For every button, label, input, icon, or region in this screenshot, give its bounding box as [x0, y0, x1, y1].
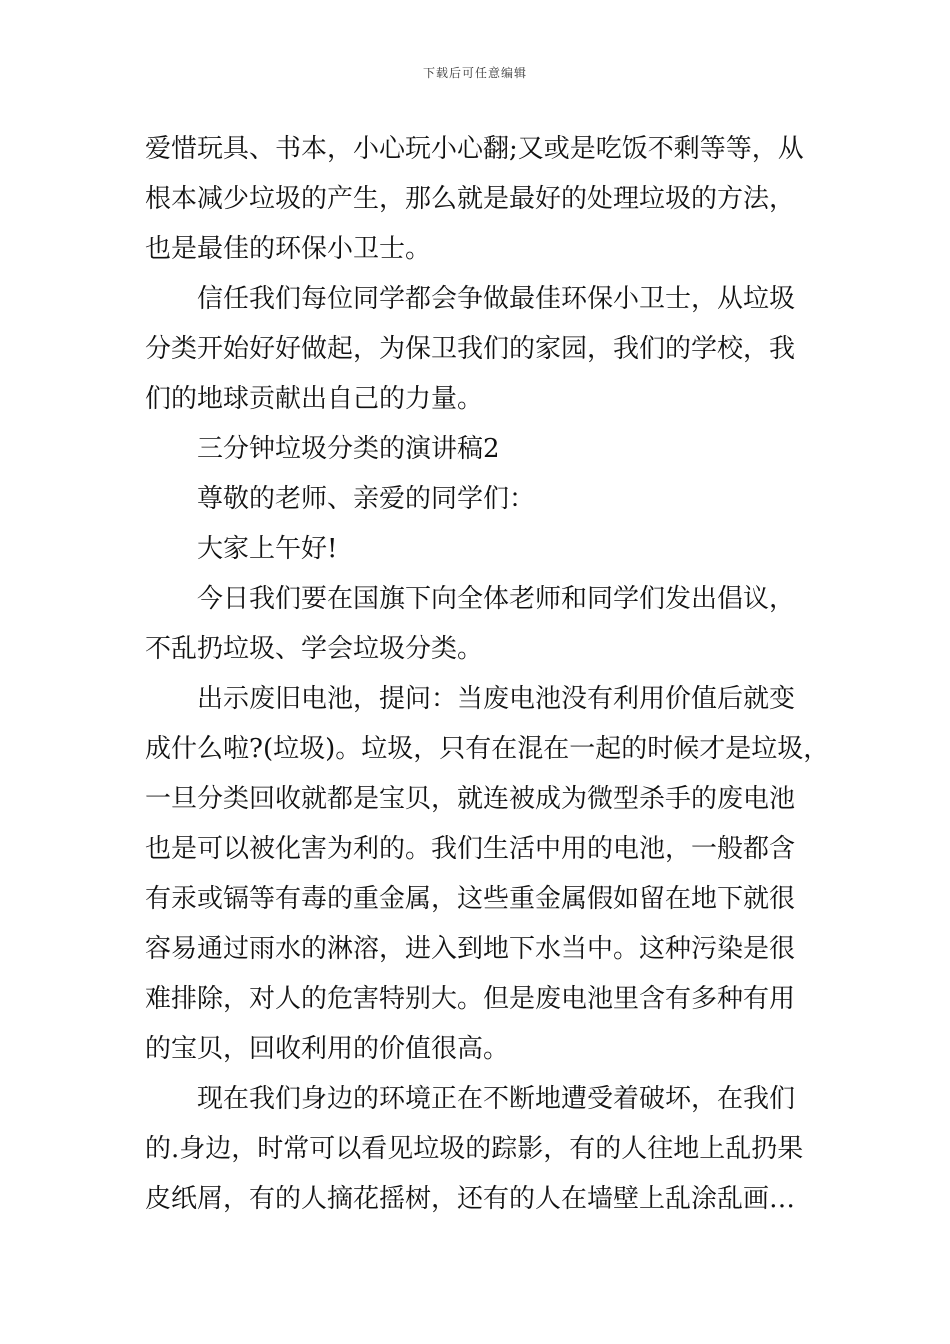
text-line: 的.身边，时常可以看见垃圾的踪影，有的人往地上乱扔果: [145, 1134, 804, 1164]
text-line: 现在我们身边的环境正在不断地遭受着破坏，在我们: [197, 1084, 796, 1114]
text-line: 信任我们每位同学都会争做最佳环保小卫士，从垃圾: [197, 284, 796, 314]
text-line: 容易通过雨水的淋溶，进入到地下水当中。这种污染是很: [145, 934, 796, 964]
document-body: [145, 124, 830, 1224]
text-line: 爱惜玩具、书本，小心玩小心翻;又或是吃饭不剩等等，从: [145, 134, 804, 164]
text-line: 的宝贝，回收利用的价值很高。: [145, 1034, 510, 1064]
text-line: 出示废旧电池，提问：当废电池没有利用价值后就变: [197, 684, 796, 714]
text-line: 分类开始好好做起，为保卫我们的家园，我们的学校，我: [145, 334, 796, 364]
text-line: 也是可以被化害为利的。我们生活中用的电池，一般都含: [145, 834, 796, 864]
text-line: 成什么啦?(垃圾)。垃圾，只有在混在一起的时候才是垃圾，: [145, 734, 830, 764]
text-line: 三分钟垃圾分类的演讲稿2: [197, 434, 500, 464]
text-line: 也是最佳的环保小卫士。: [145, 234, 432, 264]
text-line: 根本减少垃圾的产生，那么就是最好的处理垃圾的方法，: [145, 184, 796, 214]
text-line: 有汞或镉等有毒的重金属，这些重金属假如留在地下就很: [145, 884, 796, 914]
text-line: 不乱扔垃圾、学会垃圾分类。: [145, 634, 484, 664]
text-line: 皮纸屑，有的人摘花摇树，还有的人在墙壁上乱涂乱画…: [145, 1184, 796, 1214]
text-line: 难排除，对人的危害特别大。但是废电池里含有多种有用: [145, 984, 796, 1014]
text-line: 今日我们要在国旗下向全体老师和同学们发出倡议，: [197, 584, 796, 614]
text-line: 一旦分类回收就都是宝贝，就连被成为微型杀手的废电池: [145, 784, 796, 814]
text-line: 大家上午好!: [197, 534, 338, 564]
page-header: 下载后可任意编辑: [422, 66, 527, 80]
text-line: 们的地球贡献出自己的力量。: [145, 384, 484, 414]
text-line: 尊敬的老师、亲爱的同学们：: [197, 484, 536, 514]
